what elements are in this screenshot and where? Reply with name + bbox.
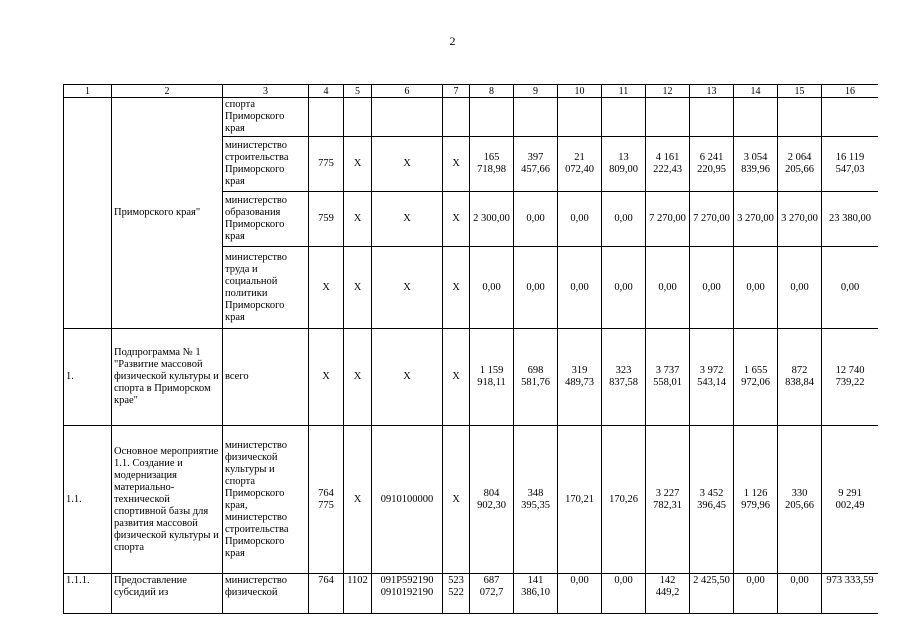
table-cell: 0,00 (734, 574, 778, 614)
table-cell: 3 270,00 (778, 192, 822, 247)
header-cell: 13 (690, 85, 734, 98)
table-cell: 12 740 739,22 (822, 329, 879, 426)
table-cell: 764 (309, 574, 344, 614)
table-row (64, 426, 879, 574)
table-cell: 0,00 (646, 247, 690, 329)
table-cell: 1102 (344, 574, 372, 614)
table-cell: X (309, 247, 344, 329)
table-cell (558, 98, 602, 137)
program-name-cell: Приморского края" (112, 98, 223, 329)
table-cell: X (344, 247, 372, 329)
table-cell: X (443, 426, 470, 574)
table-cell: 0,00 (514, 247, 558, 329)
table-cell: 9 291 002,49 (822, 426, 879, 574)
table-cell: 3 227 782,31 (646, 426, 690, 574)
table-cell: 0,00 (778, 574, 822, 614)
table-cell: 775 (309, 137, 344, 192)
table-cell: 141 386,10 (514, 574, 558, 614)
table-cell: X (309, 329, 344, 426)
table-cell: 170,21 (558, 426, 602, 574)
table-cell: 23 380,00 (822, 192, 879, 247)
table-cell: 0,00 (558, 574, 602, 614)
program-name-cell: Предоставление субсидий из (112, 574, 223, 614)
table-cell: 323 837,58 (602, 329, 646, 426)
table-cell: 4 161 222,43 (646, 137, 690, 192)
executor-cell: всего (223, 329, 309, 426)
executor-cell: министерство строительства Приморского края (223, 137, 309, 192)
program-name-cell: Основное мероприятие 1.1. Создание и модернизация материально-технической спортивной базы для развития массовой физической культуры и спорта (112, 426, 223, 574)
table-cell: X (344, 426, 372, 574)
table-cell: 687 072,7 (470, 574, 514, 614)
table-cell: 3 270,00 (734, 192, 778, 247)
executor-cell: министерство физической культуры и спорта Приморского края, министерство строительства Приморского края (223, 426, 309, 574)
table-cell: 330 205,66 (778, 426, 822, 574)
header-cell: 8 (470, 85, 514, 98)
budget-table (63, 84, 878, 614)
executor-cell: министерство труда и социальной политики Приморского края (223, 247, 309, 329)
table-cell: 397 457,66 (514, 137, 558, 192)
header-cell: 3 (223, 85, 309, 98)
table-cell (690, 98, 734, 137)
executor-cell: министерство образования Приморского края (223, 192, 309, 247)
table-cell (470, 98, 514, 137)
header-cell: 1 (64, 85, 112, 98)
table-cell: 6 241 220,95 (690, 137, 734, 192)
table-cell: 142 449,2 (646, 574, 690, 614)
row-number-cell: 1.1.1. (64, 574, 112, 614)
table-row (64, 329, 879, 426)
header-cell: 12 (646, 85, 690, 98)
page-number: 2 (449, 34, 456, 48)
header-cell: 10 (558, 85, 602, 98)
executor-cell: министерство физической (223, 574, 309, 614)
table-cell (602, 98, 646, 137)
table-cell: 872 838,84 (778, 329, 822, 426)
header-cell: 16 (822, 85, 879, 98)
table-cell: X (372, 247, 443, 329)
table-cell: 2 300,00 (470, 192, 514, 247)
table-cell: X (372, 192, 443, 247)
header-cell: 6 (372, 85, 443, 98)
table-cell: 523 522 (443, 574, 470, 614)
table-cell: 764 775 (309, 426, 344, 574)
header-cell: 9 (514, 85, 558, 98)
table-cell: 1 655 972,06 (734, 329, 778, 426)
table-cell: 7 270,00 (646, 192, 690, 247)
table-cell: 804 902,30 (470, 426, 514, 574)
table-cell: 165 718,98 (470, 137, 514, 192)
table-cell: X (443, 329, 470, 426)
table-cell: X (443, 247, 470, 329)
table-cell: 0,00 (734, 247, 778, 329)
table-cell (514, 98, 558, 137)
header-cell: 15 (778, 85, 822, 98)
table-cell: 348 395,35 (514, 426, 558, 574)
table-cell: 0,00 (690, 247, 734, 329)
table-cell: 3 054 839,96 (734, 137, 778, 192)
table-cell: 0,00 (778, 247, 822, 329)
table-cell (822, 98, 879, 137)
table-cell: 170,26 (602, 426, 646, 574)
table-cell: 0,00 (558, 192, 602, 247)
table-cell: 091P592190 0910192190 (372, 574, 443, 614)
table-cell (309, 98, 344, 137)
table-cell: X (344, 137, 372, 192)
table-cell (372, 98, 443, 137)
table-cell: 21 072,40 (558, 137, 602, 192)
program-name-cell: Подпрограмма № 1 "Развитие массовой физической культуры и спорта в Приморском крае" (112, 329, 223, 426)
table-cell: 0,00 (470, 247, 514, 329)
table-cell: 0910100000 (372, 426, 443, 574)
table-cell: X (372, 329, 443, 426)
table-cell: 3 452 396,45 (690, 426, 734, 574)
table-cell: X (443, 192, 470, 247)
table-cell: 1 126 979,96 (734, 426, 778, 574)
table-cell: 698 581,76 (514, 329, 558, 426)
table-cell: 0,00 (602, 247, 646, 329)
table-cell: 0,00 (558, 247, 602, 329)
table-cell: 0,00 (602, 192, 646, 247)
table-row (64, 574, 879, 614)
header-cell: 7 (443, 85, 470, 98)
header-cell: 11 (602, 85, 646, 98)
table-cell (646, 98, 690, 137)
table-row (64, 98, 879, 137)
table-cell: 319 489,73 (558, 329, 602, 426)
table-cell: 0,00 (514, 192, 558, 247)
table-cell: 16 119 547,03 (822, 137, 879, 192)
table-cell: 2 064 205,66 (778, 137, 822, 192)
table-cell: X (344, 192, 372, 247)
table-cell (344, 98, 372, 137)
header-cell: 2 (112, 85, 223, 98)
table-cell: X (443, 137, 470, 192)
table-cell: 7 270,00 (690, 192, 734, 247)
executor-cell: спорта Приморского края (223, 98, 309, 137)
row-number-cell (64, 98, 112, 329)
table-cell: 13 809,00 (602, 137, 646, 192)
table-cell: X (372, 137, 443, 192)
header-row (64, 85, 879, 98)
table-cell: 1 159 918,11 (470, 329, 514, 426)
table-cell: 973 333,59 (822, 574, 879, 614)
header-cell: 4 (309, 85, 344, 98)
table-cell: 3 737 558,01 (646, 329, 690, 426)
table-cell: X (344, 329, 372, 426)
table-cell: 0,00 (822, 247, 879, 329)
table-cell (734, 98, 778, 137)
row-number-cell: 1.1. (64, 426, 112, 574)
table-cell: 0,00 (602, 574, 646, 614)
header-cell: 14 (734, 85, 778, 98)
header-cell: 5 (344, 85, 372, 98)
table-cell: 759 (309, 192, 344, 247)
row-number-cell: 1. (64, 329, 112, 426)
table-cell: 2 425,50 (690, 574, 734, 614)
budget-table-wrapper (63, 84, 878, 640)
table-cell: 3 972 543,14 (690, 329, 734, 426)
table-cell (443, 98, 470, 137)
table-cell (778, 98, 822, 137)
